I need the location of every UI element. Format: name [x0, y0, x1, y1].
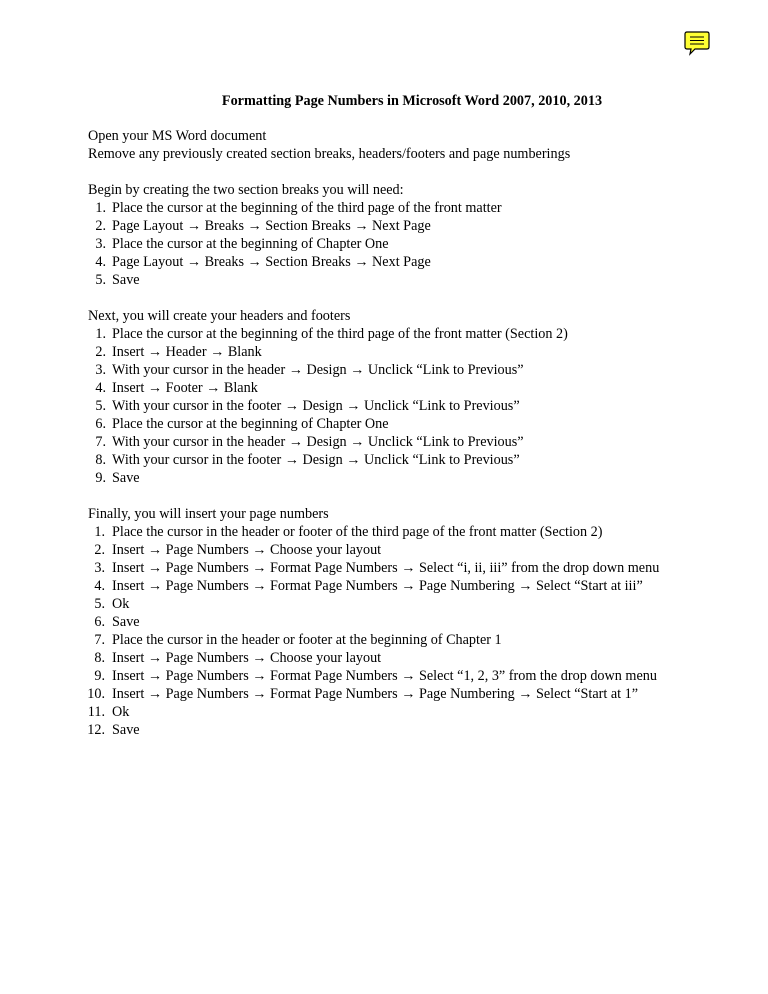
list-item [88, 253, 688, 271]
step-number: 4. [95, 380, 106, 396]
step-text: With your cursor in the header → Design → Unclick “Link to Previous” [112, 362, 524, 378]
step-number: 8. [95, 452, 106, 468]
steps-list [88, 325, 688, 487]
step-text: Save [112, 470, 140, 486]
list-item [88, 685, 688, 703]
step-text: Insert → Header → Blank [112, 344, 262, 360]
step-text: Insert → Page Numbers → Format Page Numbers → Page Numbering → Select “Start at iii” [112, 578, 643, 594]
step-number: 9. [95, 470, 106, 486]
list-item [88, 703, 688, 721]
list-item [88, 361, 688, 379]
list-item [88, 379, 688, 397]
step-text: Place the cursor at the beginning of Chapter One [112, 416, 389, 432]
list-item [88, 451, 688, 469]
step-number: 1. [95, 326, 106, 342]
step-number: 2. [95, 344, 106, 360]
step-text: Ok [112, 596, 130, 612]
list-item [88, 217, 688, 235]
list-item [88, 271, 688, 289]
section-heading: Finally, you will insert your page numbers [88, 506, 329, 522]
step-text: Insert → Page Numbers → Choose your layout [112, 650, 382, 666]
step-number: 1. [95, 200, 106, 216]
step-number: 9. [94, 668, 105, 684]
step-text: Place the cursor at the beginning of the third page of the front matter [112, 200, 502, 216]
step-text: Save [112, 272, 140, 288]
list-item [88, 523, 688, 541]
step-text: With your cursor in the footer → Design → Unclick “Link to Previous” [112, 452, 520, 468]
list-item [88, 631, 688, 649]
step-number: 1. [94, 524, 105, 540]
step-number: 10. [87, 686, 105, 702]
list-item [88, 415, 688, 433]
step-number: 7. [95, 434, 106, 450]
step-number: 8. [94, 650, 105, 666]
headers-footers-block [88, 307, 688, 487]
list-item [88, 541, 688, 559]
list-item [88, 577, 688, 595]
list-item [88, 595, 688, 613]
step-number: 11. [87, 704, 105, 720]
step-number: 6. [94, 614, 105, 630]
step-number: 7. [94, 632, 105, 648]
step-text: Ok [112, 704, 130, 720]
document-page [88, 92, 688, 757]
step-number: 2. [94, 542, 105, 558]
step-number: 3. [95, 362, 106, 378]
steps-list [88, 199, 688, 289]
step-text: Place the cursor in the header or footer of the third page of the front matter (Section 2) [112, 524, 603, 540]
step-text: Insert → Footer → Blank [112, 380, 258, 396]
step-number: 4. [95, 254, 106, 270]
step-text: Place the cursor in the header or footer at the beginning of Chapter 1 [112, 632, 502, 648]
section-breaks-block [88, 181, 688, 289]
step-text: Insert → Page Numbers → Format Page Numbers → Select “1, 2, 3” from the drop down menu [112, 668, 657, 684]
step-number: 5. [95, 272, 106, 288]
step-text: Place the cursor at the beginning of Chapter One [112, 236, 389, 252]
list-item [88, 613, 688, 631]
step-number: 5. [95, 398, 106, 414]
list-item [88, 667, 688, 685]
step-number: 12. [87, 722, 105, 738]
page-numbers-block [88, 505, 688, 739]
comment-note-icon[interactable] [684, 30, 710, 56]
step-text: With your cursor in the footer → Design → Unclick “Link to Previous” [112, 398, 520, 414]
list-item [88, 469, 688, 487]
list-item [88, 343, 688, 361]
step-text: Insert → Page Numbers → Format Page Numbers → Select “i, ii, iii” from the drop down menu [112, 560, 660, 576]
step-text: Save [112, 614, 140, 630]
list-item [88, 325, 688, 343]
page-title: Formatting Page Numbers in Microsoft Word 2007, 2010, 2013 [221, 93, 603, 109]
list-item [88, 559, 688, 577]
section-heading: Begin by creating the two section breaks you will need: [88, 182, 404, 198]
list-item [88, 199, 688, 217]
step-number: 4. [94, 578, 105, 594]
steps-list [88, 523, 688, 739]
step-number: 2. [95, 218, 106, 234]
list-item [88, 397, 688, 415]
step-text: Save [112, 722, 140, 738]
step-text: With your cursor in the header → Design → Unclick “Link to Previous” [112, 434, 524, 450]
step-text: Page Layout → Breaks → Section Breaks → Next Page [112, 254, 431, 270]
list-item [88, 649, 688, 667]
step-text: Insert → Page Numbers → Format Page Numbers → Page Numbering → Select “Start at 1” [112, 686, 639, 702]
step-number: 5. [94, 596, 105, 612]
section-heading: Next, you will create your headers and footers [88, 308, 351, 324]
intro-line: Open your MS Word document [88, 128, 267, 144]
list-item [88, 721, 688, 739]
intro-block [88, 127, 688, 163]
list-item [88, 235, 688, 253]
step-number: 3. [95, 236, 106, 252]
step-number: 6. [95, 416, 106, 432]
step-text: Place the cursor at the beginning of the third page of the front matter (Section 2) [112, 326, 568, 342]
list-item [88, 433, 688, 451]
step-text: Insert → Page Numbers → Choose your layout [112, 542, 382, 558]
intro-line: Remove any previously created section breaks, headers/footers and page numberings [88, 146, 571, 162]
step-text: Page Layout → Breaks → Section Breaks → Next Page [112, 218, 431, 234]
step-number: 3. [94, 560, 105, 576]
